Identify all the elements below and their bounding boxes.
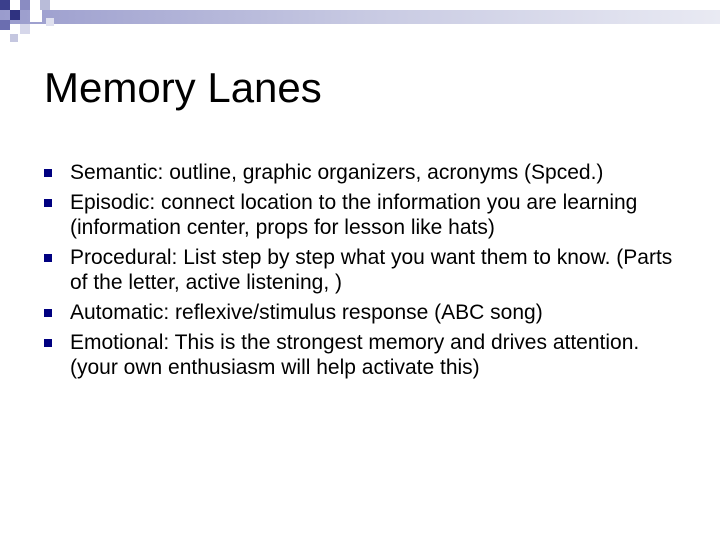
bullet-text: Automatic: reflexive/stimulus response (ABC song) bbox=[70, 301, 543, 324]
square-bullet-icon bbox=[44, 339, 52, 347]
list-item bbox=[44, 245, 684, 295]
list-item bbox=[44, 160, 684, 185]
list-item bbox=[44, 300, 684, 325]
list-item bbox=[44, 190, 684, 240]
list-item bbox=[44, 330, 684, 380]
bullet-text: Emotional: This is the strongest memory and drives attention. (your own enthusiasm will help activate this) bbox=[70, 331, 640, 379]
decorative-top-band bbox=[0, 0, 720, 48]
square-bullet-icon bbox=[44, 199, 52, 207]
bullet-text: Episodic: connect location to the information you are learning (information center, props for lesson like hats) bbox=[70, 191, 638, 239]
square-bullet-icon bbox=[44, 309, 52, 317]
square-bullet-icon bbox=[44, 254, 52, 262]
square-bullet-icon bbox=[44, 169, 52, 177]
bullet-list bbox=[44, 160, 684, 385]
bullet-text: Semantic: outline, graphic organizers, acronyms (Spced.) bbox=[70, 161, 604, 184]
slide-title: Memory Lanes bbox=[44, 64, 322, 111]
bullet-text: Procedural: List step by step what you want them to know. (Parts of the letter, active listening, ) bbox=[70, 246, 673, 294]
